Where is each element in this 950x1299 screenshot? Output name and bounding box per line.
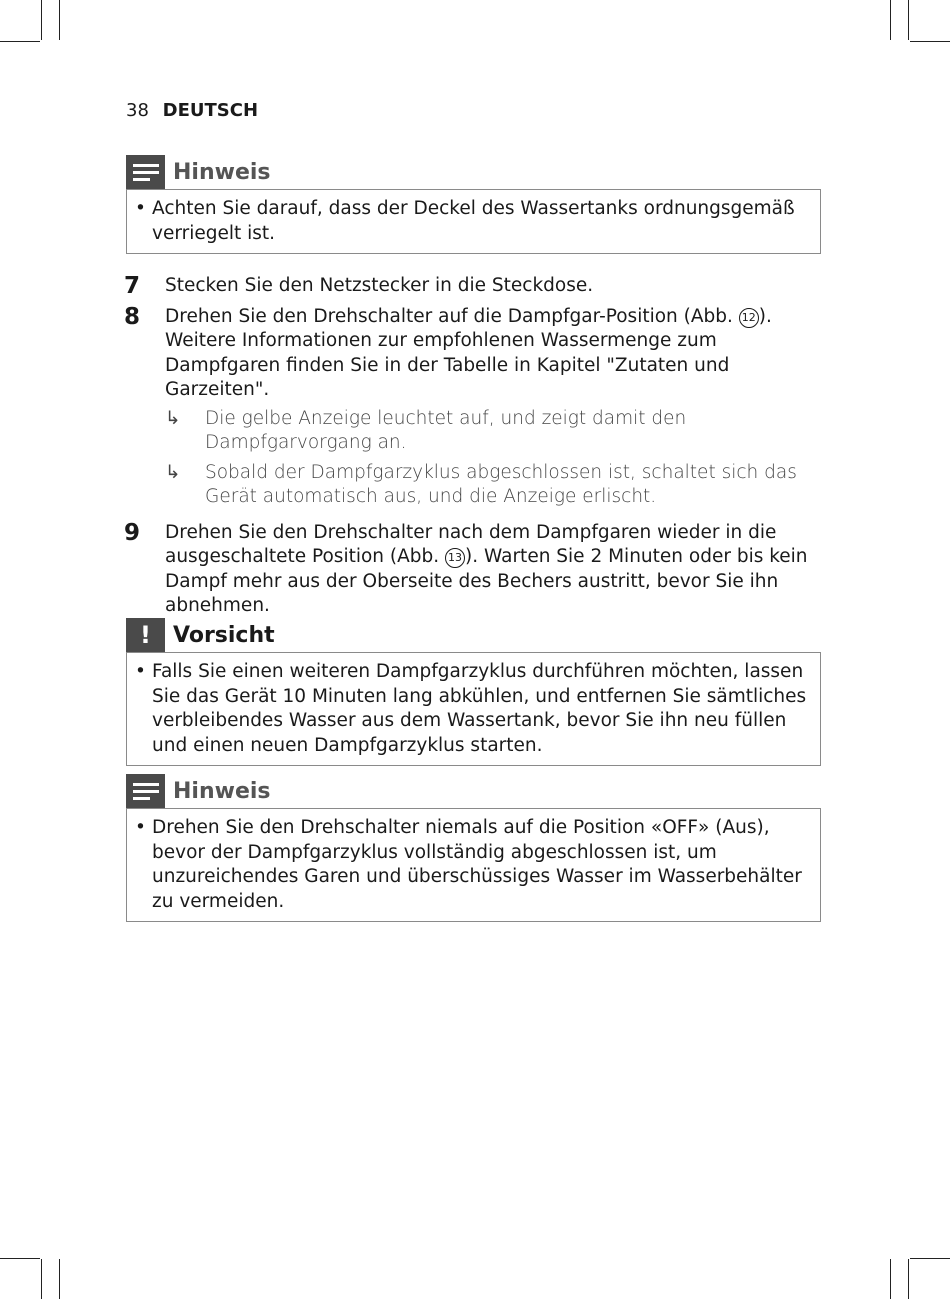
step-list xyxy=(124,274,824,625)
result-item xyxy=(165,461,824,510)
note-box xyxy=(126,189,821,254)
step-text-cont: ). Warten Sie 2 Minuten oder bis kein Dampf mehr aus der Oberseite des Bechers austritt, bevor Sie ihn abnehmen. xyxy=(165,546,808,616)
note-title: Hinweis xyxy=(173,159,271,185)
result-arrow-icon: ↳ xyxy=(165,461,181,483)
note-header xyxy=(126,774,271,808)
caution-header xyxy=(126,618,275,652)
note-text: Achten Sie darauf, dass der Deckel des Wassertanks ordnungsgemäß verriegelt ist. xyxy=(152,198,795,244)
list-item xyxy=(135,816,812,914)
note-box xyxy=(126,808,821,922)
note-lines-icon xyxy=(126,774,165,808)
list-item xyxy=(135,660,812,758)
caution-box xyxy=(126,652,821,766)
step-number: 9 xyxy=(124,519,141,546)
result-arrow-icon: ↳ xyxy=(165,407,181,429)
page-header xyxy=(126,100,258,121)
caution-title: Vorsicht xyxy=(173,622,275,648)
note-text: Drehen Sie den Drehschalter niemals auf die Position «OFF» (Aus), bevor der Dampfgarzyklus vollständig abgeschlossen ist, um unzureichendes Garen und überschüssiges Wasser im Wasserbehälter zu vermeiden. xyxy=(152,817,802,912)
step-text-cont: ). Weitere Informationen zur empfohlenen Wassermenge zum Dampfgaren finden Sie in der Tabelle in Kapitel "Zutaten und Garzeiten". xyxy=(165,305,772,400)
exclamation-icon: ! xyxy=(126,618,165,652)
figure-reference: 12 xyxy=(739,308,759,328)
note-title: Hinweis xyxy=(173,778,271,804)
step-text: Stecken Sie den Netzstecker in die Steckdose. xyxy=(165,275,594,296)
result-text: Sobald der Dampfgarzyklus abgeschlossen ist, schaltet sich das Gerät automatisch aus, und die Anzeige erlischt. xyxy=(205,461,797,507)
note-header xyxy=(126,155,271,189)
caution-text: Falls Sie einen weiteren Dampfgarzyklus durchführen möchten, lassen Sie das Gerät 10 Minuten lang abkühlen, und entfernen Sie sämtliches verbleibendes Wasser aus dem Wassertank, bevor Sie ihn neu füllen und einen neuen Dampfgarzyklus starten. xyxy=(152,661,807,756)
page-number: 38 xyxy=(126,100,149,121)
step-number: 7 xyxy=(124,273,141,299)
figure-reference: 13 xyxy=(445,548,465,568)
step-item xyxy=(124,274,824,299)
step-text: Drehen Sie den Drehschalter nach dem Dampfgaren wieder in die ausgeschaltete Position (Abb. xyxy=(165,521,777,567)
bullet-symbol: • xyxy=(135,198,146,219)
result-item xyxy=(165,407,824,456)
page-language: DEUTSCH xyxy=(162,100,259,121)
step-text: Drehen Sie den Drehschalter auf die Dampfgar-Position (Abb. xyxy=(165,305,739,327)
step-item xyxy=(124,305,824,515)
bullet-symbol: • xyxy=(135,661,146,682)
note-lines-icon xyxy=(126,155,165,189)
result-text: Die gelbe Anzeige leuchtet auf, und zeigt damit den Dampfgarvorgang an. xyxy=(205,407,687,453)
step-number: 8 xyxy=(124,303,141,330)
list-item xyxy=(135,197,812,246)
step-item xyxy=(124,521,824,619)
bullet-symbol: • xyxy=(135,817,146,838)
